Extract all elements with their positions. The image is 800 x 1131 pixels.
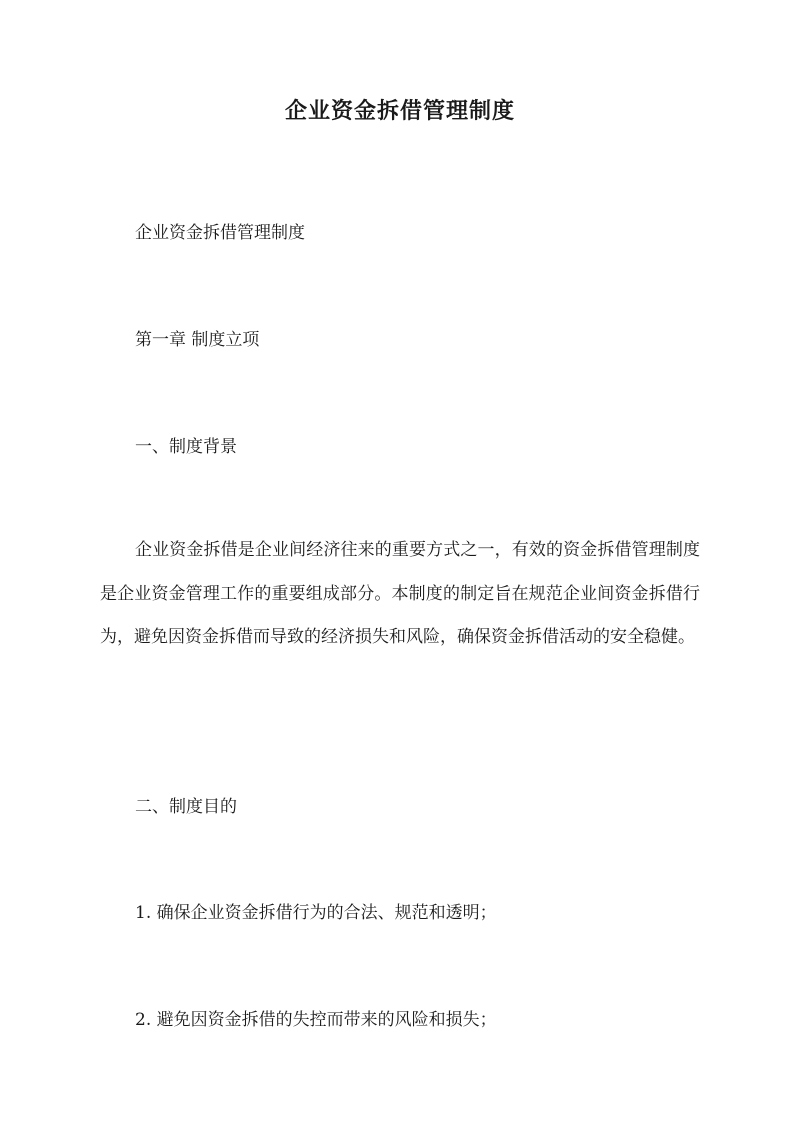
section-heading-purpose: 二、制度目的	[135, 797, 237, 817]
chapter-heading: 第一章 制度立项	[135, 330, 260, 350]
document-title: 企业资金拆借管理制度	[284, 98, 515, 124]
section-heading-background: 一、制度背景	[135, 437, 237, 457]
document-subtitle: 企业资金拆借管理制度	[135, 223, 305, 243]
list-item: 2. 避免因资金拆借的失控而带来的风险和损失；	[135, 1010, 497, 1030]
list-item: 1. 确保企业资金拆借行为的合法、规范和透明；	[135, 903, 497, 923]
section-body-background: 企业资金拆借是企业间经济往来的重要方式之一，有效的资金拆借管理制度是企业资金管理工作的重要组成部分。本制度的制定旨在规范企业间资金拆借行为，避免因资金拆借而导致的经济损失和风险，确保资金拆借活动的安全稳健。	[100, 540, 700, 647]
